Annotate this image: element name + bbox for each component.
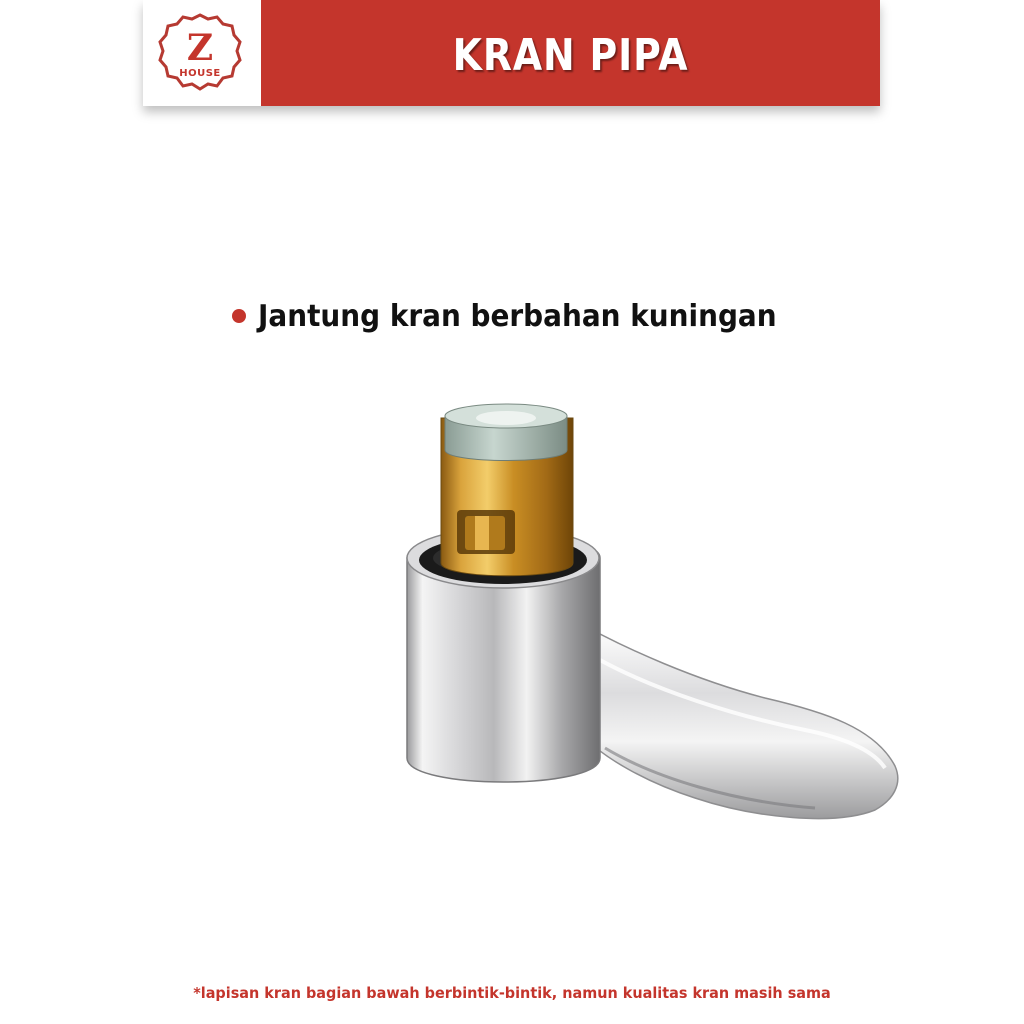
header-banner — [143, 0, 880, 106]
bullet-dot-icon — [232, 309, 246, 323]
faucet-handle-image — [395, 398, 905, 838]
svg-text:Z: Z — [186, 27, 214, 69]
logo-panel — [143, 0, 261, 106]
svg-text:HOUSE: HOUSE — [179, 68, 221, 79]
page-title: KRAN PIPA — [452, 30, 689, 81]
footnote: *lapisan kran bagian bawah berbintik-bintik, namun kualitas kran masih sama — [193, 984, 831, 1002]
feature-bullet — [232, 292, 816, 340]
z-house-logo-icon — [157, 12, 243, 96]
feature-text: Jantung kran berbahan kuningan — [258, 298, 777, 334]
